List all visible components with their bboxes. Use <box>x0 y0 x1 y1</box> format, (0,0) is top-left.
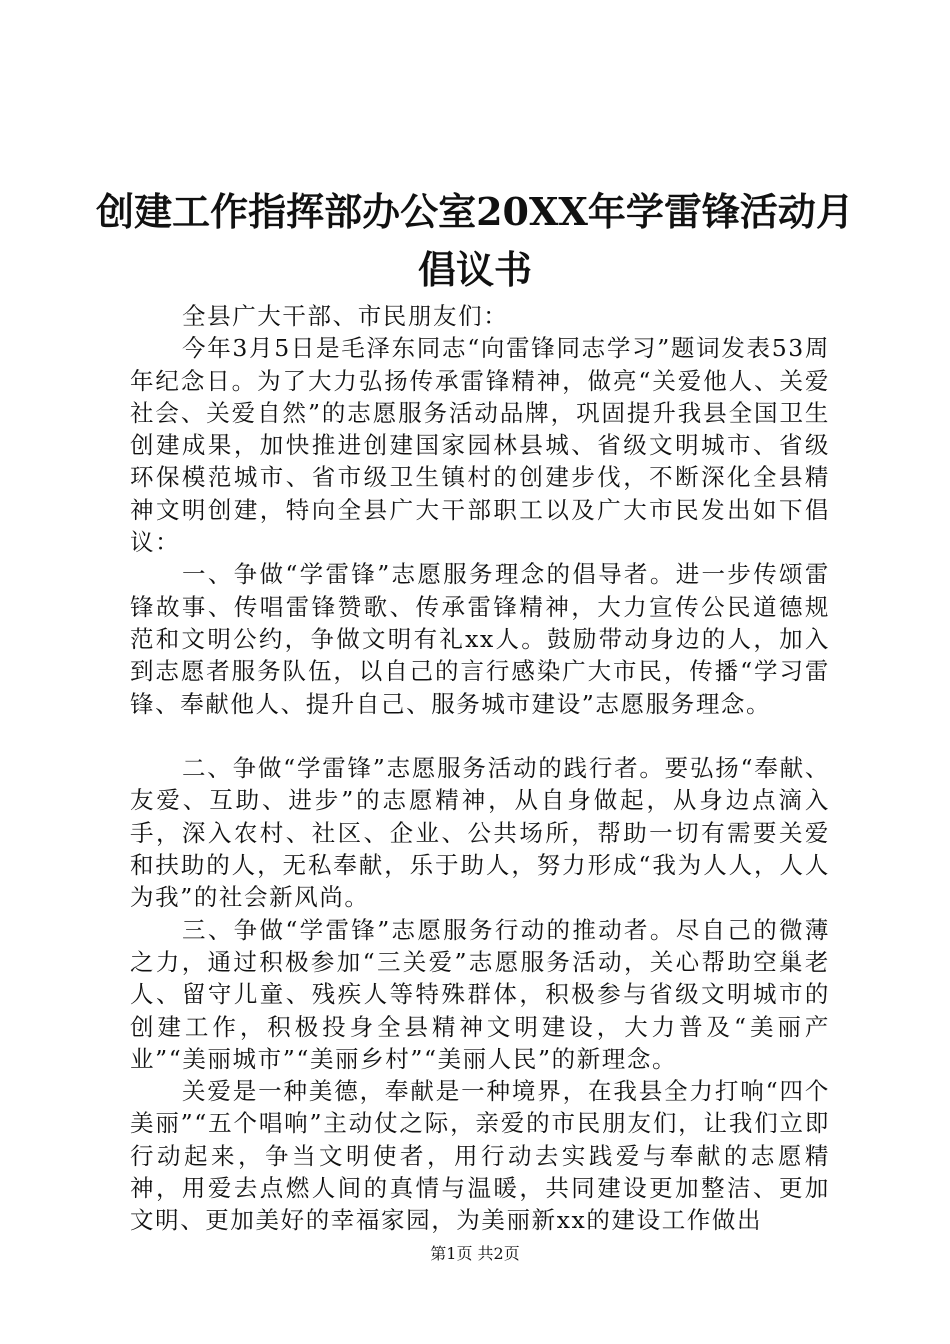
document-title-line1: 创建工作指挥部办公室20XX年学雷锋活动月 <box>96 189 854 234</box>
paragraph-proposal-3: 三、争做“学雷锋”志愿服务行动的推动者。尽自己的微薄之力，通过积极参加“三关爱”志愿服务活动，关心帮助空巢老人、留守儿童、残疾人等特殊群体，积极参与省级文明城市的创建工作，积极投身全县精神文明建设，大力普及“美丽产业”“美丽城市”“美丽乡村”“美丽人民”的新理念。 <box>130 915 830 1073</box>
salutation: 全县广大干部、市民朋友们： <box>182 302 509 330</box>
paragraph-proposal-1: 一、争做“学雷锋”志愿服务理念的倡导者。进一步传颂雷锋故事、传唱雷锋赞歌、传承雷锋精神，大力宣传公民道德规范和文明公约，争做文明有礼xx人。鼓励带动身边的人，加入到志愿者服务队伍，以自己的言行感染广大市民，传播“学习雷锋、奉献他人、提升自己、服务城市建设”志愿服务理念。 <box>130 560 830 718</box>
paragraph-gap <box>130 720 830 752</box>
page-footer: 第1页 共2页 <box>430 1244 520 1263</box>
paragraph-proposal-2: 二、争做“学雷锋”志愿服务活动的践行者。要弘扬“奉献、友爱、互助、进步”的志愿精神，从自身做起，从身边点滴入手，深入农村、社区、企业、公共场所，帮助一切有需要关爱和扶助的人，无私奉献，乐于助人，努力形成“我为人人，人人为我”的社会新风尚。 <box>130 754 830 912</box>
document-body <box>130 300 830 1237</box>
document-title-line2: 倡议书 <box>417 247 532 292</box>
paragraph-intro: 今年3月5日是毛泽东同志“向雷锋同志学习”题词发表53周年纪念日。为了大力弘扬传承雷锋精神，做亮“关爱他人、关爱社会、关爱自然”的志愿服务活动品牌，巩固提升我县全国卫生创建成果，加快推进创建国家园林县城、省级文明城市、省级环保模范城市、省市级卫生镇村的创建步伐，不断深化全县精神文明创建，特向全县广大干部职工以及广大市民发出如下倡议： <box>130 334 830 557</box>
paragraph-closing: 关爱是一种美德，奉献是一种境界，在我县全力打响“四个美丽”“五个唱响”主动仗之际，亲爱的市民朋友们，让我们立即行动起来，争当文明使者，用行动去实践爱与奉献的志愿精神，用爱去点燃人间的真情与温暖，共同建设更加整洁、更加文明、更加美好的幸福家园，为美丽新xx的建设工作做出 <box>130 1077 830 1235</box>
